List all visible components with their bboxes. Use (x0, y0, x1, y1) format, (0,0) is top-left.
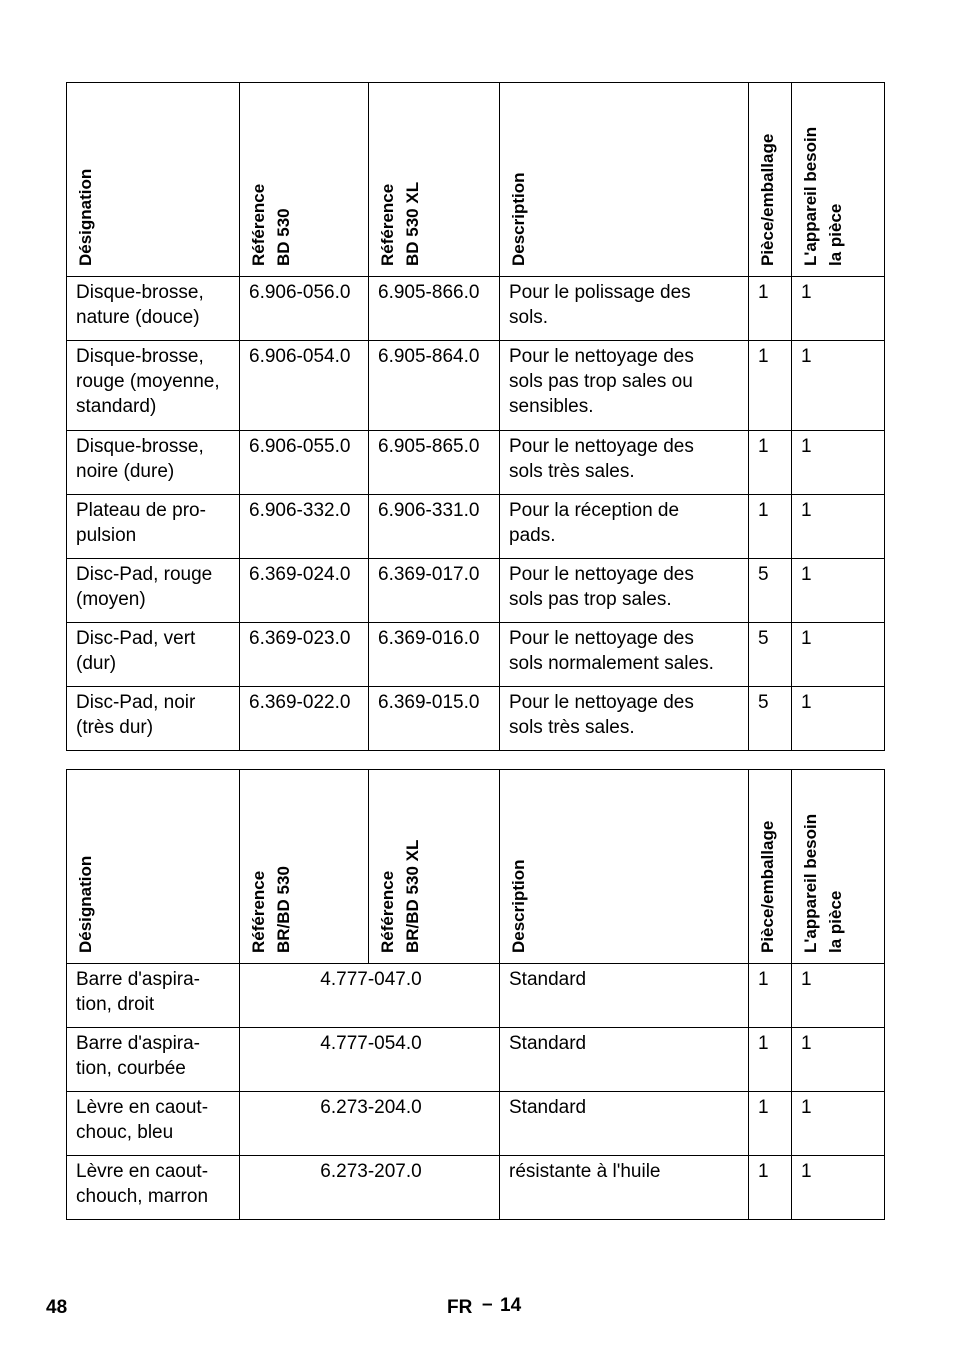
cell-piece-line: 1 (758, 500, 769, 521)
cell-reference-2 (369, 559, 500, 623)
cell-need-line: 1 (801, 436, 812, 457)
cell-designation-line: Barre d'aspira- (76, 1033, 201, 1054)
cell-description-line: Pour le nettoyage des (509, 692, 694, 713)
cell-designation (67, 559, 240, 623)
cell-designation-line: (très dur) (76, 717, 154, 738)
cell-reference-1 (240, 495, 369, 559)
cell-description-line: Pour le nettoyage des (509, 436, 694, 457)
header-designation: Désignation (67, 770, 240, 964)
cell-reference-1 (240, 277, 369, 341)
cell-description-line: sols très sales. (509, 717, 635, 738)
cell-designation-line: Disc-Pad, noir (76, 692, 196, 713)
cell-designation-line: Disc-Pad, rouge (76, 564, 213, 585)
table-row (67, 431, 885, 495)
cell-need-line: 1 (801, 1033, 812, 1054)
cell-description (500, 1092, 749, 1156)
cell-designation-line: Plateau de pro- (76, 500, 206, 521)
table-row (67, 559, 885, 623)
cell-piece (749, 495, 792, 559)
cell-designation-line: tion, courbée (76, 1058, 186, 1079)
cell-designation (67, 964, 240, 1028)
cell-reference-1-line: 6.369-024.0 (249, 564, 351, 585)
cell-reference-1 (240, 341, 369, 431)
cell-designation (67, 431, 240, 495)
cell-reference-2 (369, 495, 500, 559)
table-header-row (67, 83, 885, 277)
cell-need (792, 559, 885, 623)
cell-reference-line: 6.273-207.0 (320, 1161, 422, 1182)
cell-designation-line: Barre d'aspira- (76, 969, 201, 990)
cell-piece (749, 431, 792, 495)
cell-need (792, 964, 885, 1028)
table-header-row (67, 770, 885, 964)
header-reference-bd530: Référence BD 530 (240, 83, 369, 277)
cell-reference (240, 1156, 500, 1220)
cell-piece-line: 1 (758, 969, 769, 990)
cell-description-line: Pour le polissage des (509, 282, 691, 303)
cell-piece-line: 1 (758, 346, 769, 367)
table-row (67, 623, 885, 687)
footer-dash: – (482, 1294, 493, 1315)
cell-reference-2 (369, 431, 500, 495)
cell-reference-line: 4.777-047.0 (320, 969, 422, 990)
cell-reference-2 (369, 687, 500, 751)
cell-reference-2-line: 6.905-866.0 (378, 282, 480, 303)
cell-designation-line: Disque-brosse, (76, 282, 204, 303)
cell-need-line: 1 (801, 969, 812, 990)
table-row (67, 964, 885, 1028)
cell-designation-line: (dur) (76, 653, 117, 674)
cell-designation (67, 277, 240, 341)
cell-reference-2-line: 6.906-331.0 (378, 500, 480, 521)
cell-designation-line: noire (dure) (76, 461, 175, 482)
table-row (67, 687, 885, 751)
cell-need-line: 1 (801, 628, 812, 649)
cell-reference-2-line: 6.369-015.0 (378, 692, 480, 713)
cell-description (500, 559, 749, 623)
cell-description-line: pads. (509, 525, 556, 546)
cell-designation (67, 495, 240, 559)
cell-designation-line: Disque-brosse, (76, 346, 204, 367)
cell-reference-1 (240, 559, 369, 623)
cell-need (792, 623, 885, 687)
footer-section-number: 14 (500, 1295, 522, 1316)
cell-reference-line: 4.777-054.0 (320, 1033, 422, 1054)
cell-piece (749, 623, 792, 687)
header-reference-bd530xl: Référence BD 530 XL (369, 83, 500, 277)
cell-description (500, 277, 749, 341)
cell-piece-line: 1 (758, 1161, 769, 1182)
cell-reference-1 (240, 687, 369, 751)
header-designation: Désignation (67, 83, 240, 277)
cell-description-line: sols. (509, 307, 549, 328)
cell-description-line: résistante à l'huile (509, 1161, 661, 1182)
cell-designation (67, 1028, 240, 1092)
cell-description-line: sols pas trop sales ou (509, 371, 693, 392)
cell-designation-line: pulsion (76, 525, 137, 546)
cell-piece (749, 277, 792, 341)
cell-description (500, 341, 749, 431)
header-reference-brbd530: Référence BR/BD 530 (240, 770, 369, 964)
cell-designation-line: rouge (moyenne, (76, 371, 220, 392)
cell-designation-line: Disque-brosse, (76, 436, 204, 457)
cell-reference-2 (369, 623, 500, 687)
cell-reference-1-line: 6.906-055.0 (249, 436, 351, 457)
cell-description (500, 495, 749, 559)
cell-need-line: 1 (801, 1097, 812, 1118)
table-row (67, 1156, 885, 1220)
cell-reference-1 (240, 623, 369, 687)
cell-piece-line: 1 (758, 1097, 769, 1118)
cell-need-line: 1 (801, 346, 812, 367)
cell-need-line: 1 (801, 500, 812, 521)
cell-reference-2 (369, 341, 500, 431)
cell-designation (67, 623, 240, 687)
cell-reference-1-line: 6.369-023.0 (249, 628, 351, 649)
cell-piece-line: 5 (758, 564, 769, 585)
cell-piece-line: 5 (758, 628, 769, 649)
cell-description-line: sols très sales. (509, 461, 635, 482)
cell-reference-1-line: 6.906-056.0 (249, 282, 351, 303)
cell-piece-line: 1 (758, 282, 769, 303)
table-row (67, 495, 885, 559)
parts-table-brbd530 (66, 769, 885, 1220)
cell-reference-line: 6.273-204.0 (320, 1097, 422, 1118)
cell-reference-2-line: 6.905-864.0 (378, 346, 480, 367)
cell-piece (749, 341, 792, 431)
cell-need (792, 431, 885, 495)
cell-need (792, 1092, 885, 1156)
cell-need (792, 495, 885, 559)
cell-piece-line: 5 (758, 692, 769, 713)
cell-need-line: 1 (801, 1161, 812, 1182)
cell-piece (749, 687, 792, 751)
cell-designation (67, 341, 240, 431)
header-description: Description (500, 83, 749, 277)
cell-designation-line: Lèvre en caout- (76, 1097, 209, 1118)
cell-need (792, 1156, 885, 1220)
cell-need (792, 277, 885, 341)
cell-designation-line: nature (douce) (76, 307, 200, 328)
table-row (67, 277, 885, 341)
cell-need-line: 1 (801, 564, 812, 585)
page-number: 48 (46, 1297, 68, 1318)
cell-need (792, 687, 885, 751)
cell-need-line: 1 (801, 282, 812, 303)
cell-designation-line: chouc, bleu (76, 1122, 174, 1143)
cell-designation-line: Lèvre en caout- (76, 1161, 209, 1182)
cell-description (500, 431, 749, 495)
cell-need-line: 1 (801, 692, 812, 713)
cell-reference-1-line: 6.906-332.0 (249, 500, 351, 521)
cell-designation (67, 1156, 240, 1220)
cell-description (500, 964, 749, 1028)
cell-reference-2-line: 6.369-017.0 (378, 564, 480, 585)
header-reference-brbd530xl: Référence BR/BD 530 XL (369, 770, 500, 964)
cell-piece (749, 964, 792, 1028)
cell-reference-1-line: 6.369-022.0 (249, 692, 351, 713)
cell-reference-1 (240, 431, 369, 495)
table-row (67, 1092, 885, 1156)
header-description: Description (500, 770, 749, 964)
cell-reference (240, 964, 500, 1028)
cell-designation-line: (moyen) (76, 589, 146, 610)
cell-reference (240, 1028, 500, 1092)
cell-description-line: Standard (509, 1097, 587, 1118)
cell-description-line: Pour le nettoyage des (509, 628, 694, 649)
cell-designation (67, 687, 240, 751)
cell-description (500, 623, 749, 687)
cell-description-line: Pour le nettoyage des (509, 564, 694, 585)
cell-description (500, 687, 749, 751)
footer-language: FR (447, 1297, 473, 1318)
cell-description-line: sols normalement sales. (509, 653, 714, 674)
cell-designation (67, 1092, 240, 1156)
cell-designation-line: standard) (76, 396, 157, 417)
cell-piece-line: 1 (758, 1033, 769, 1054)
cell-designation-line: Disc-Pad, vert (76, 628, 196, 649)
cell-description-line: Standard (509, 969, 587, 990)
cell-designation-line: chouch, marron (76, 1186, 209, 1207)
cell-need (792, 1028, 885, 1092)
cell-reference (240, 1092, 500, 1156)
cell-description-line: sols pas trop sales. (509, 589, 672, 610)
cell-reference-2-line: 6.369-016.0 (378, 628, 480, 649)
cell-need (792, 341, 885, 431)
cell-reference-2-line: 6.905-865.0 (378, 436, 480, 457)
cell-piece (749, 559, 792, 623)
table-row (67, 341, 885, 431)
header-appareil-besoin: L'appareil besoin la pièce (792, 83, 885, 277)
cell-piece (749, 1092, 792, 1156)
table-row (67, 1028, 885, 1092)
cell-designation-line: tion, droit (76, 994, 155, 1015)
cell-description (500, 1028, 749, 1092)
header-piece-emballage: Pièce/emballage (749, 770, 792, 964)
cell-description-line: sensibles. (509, 396, 594, 417)
header-piece-emballage: Pièce/emballage (749, 83, 792, 277)
cell-reference-2 (369, 277, 500, 341)
cell-piece (749, 1028, 792, 1092)
cell-reference-1-line: 6.906-054.0 (249, 346, 351, 367)
cell-description-line: Standard (509, 1033, 587, 1054)
header-appareil-besoin: L'appareil besoin la pièce (792, 770, 885, 964)
cell-piece-line: 1 (758, 436, 769, 457)
cell-description (500, 1156, 749, 1220)
cell-piece (749, 1156, 792, 1220)
cell-description-line: Pour le nettoyage des (509, 346, 694, 367)
cell-description-line: Pour la réception de (509, 500, 680, 521)
parts-table-bd530 (66, 82, 885, 751)
